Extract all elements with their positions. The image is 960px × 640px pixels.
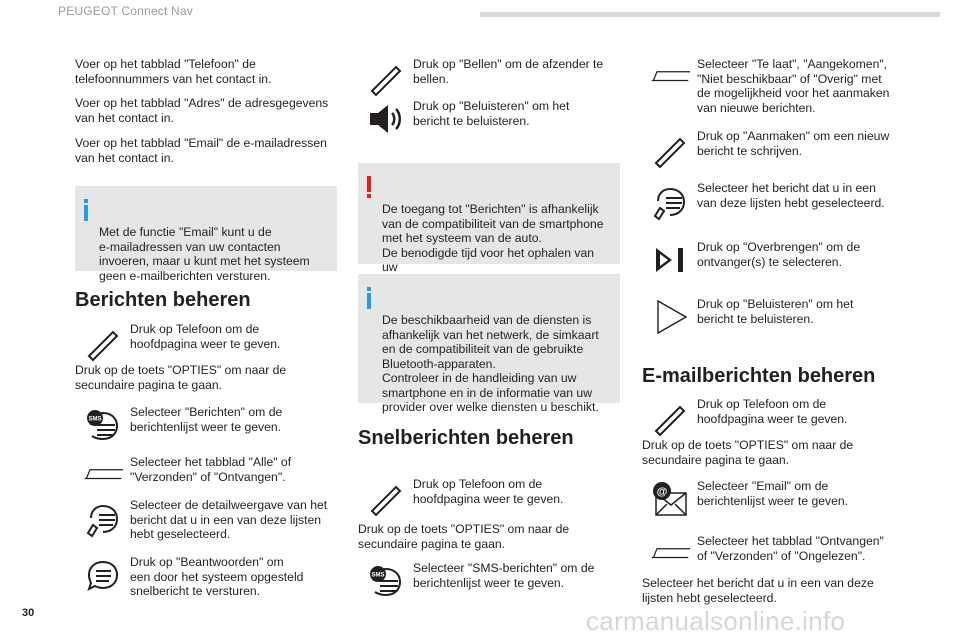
email-icon xyxy=(650,479,690,519)
info-icon xyxy=(84,199,88,221)
heading-berichten-beheren: Berichten beheren xyxy=(75,289,251,311)
header-title: PEUGEOT Connect Nav xyxy=(58,4,193,18)
paragraph-email-tab: Voer op het tabblad "Email" de e-mailadressen van het contact in. xyxy=(75,136,327,165)
warning-text: De toegang tot "Berichten" is afhankelijk van de compatibiliteit van de smartphone met het systeem van de auto. De benodigde tijd voor het ophalen van uw xyxy=(382,202,604,274)
paragraph-opties: Druk op de toets "OPTIES" om naar de secundaire pagina te gaan. xyxy=(642,438,854,467)
info-box-diensten xyxy=(358,274,620,414)
heading-emailberichten-beheren: E-mailberichten beheren xyxy=(642,365,876,387)
step-text: Selecteer "Te laat", "Aangekomen", "Niet beschikbaar" of "Overig" met de mogelijkheid voor het aanmaken van nieuwe berichten. xyxy=(697,57,890,115)
sms-icon-label: SMS xyxy=(88,416,102,423)
step-text: Druk op Telefoon om de hoofdpagina weer te geven. xyxy=(413,477,564,506)
paragraph-opties: Druk op de toets "OPTIES" om naar de secundaire pagina te gaan. xyxy=(358,522,570,551)
step-text: Druk op "Beluisteren" om het bericht te beluisteren. xyxy=(413,99,570,128)
step-text: Druk op Telefoon om de hoofdpagina weer te geven. xyxy=(130,322,281,351)
paragraph-telefoon-tab: Voer op het tabblad "Telefoon" de telefoonnummers van het contact in. xyxy=(75,57,272,86)
step-text: Selecteer het bericht dat u in een van deze lijsten hebt geselecteerd. xyxy=(697,181,885,210)
pencil-icon xyxy=(366,57,406,97)
reply-list-icon xyxy=(83,555,123,595)
step-text: Druk op "Overbrengen" om de ontvanger(s) te selecteren. xyxy=(697,240,861,269)
pencil-icon xyxy=(83,322,123,362)
step-text: Druk op "Beluisteren" om het bericht te beluisteren. xyxy=(697,297,854,326)
detail-list-icon xyxy=(650,181,690,221)
heading-snelberichten-beheren: Snelberichten beheren xyxy=(358,427,574,449)
svg-text:@: @ xyxy=(656,486,668,498)
paragraph-selecteer-bericht: Selecteer het bericht dat u in een van deze lijsten hebt geselecteerd. xyxy=(642,576,874,605)
forward-icon xyxy=(650,240,690,280)
step-text: Druk op Telefoon om de hoofdpagina weer te geven. xyxy=(697,397,848,426)
warning-box-berichten xyxy=(358,163,620,274)
step-text: Druk op "Beantwoorden" om een door het systeem opgesteld snelbericht te versturen. xyxy=(130,555,304,598)
step-text: Selecteer de detailweergave van het bericht dat u in een van deze lijsten hebt geselecteerd. xyxy=(130,498,328,541)
paragraph-adres-tab: Voer op het tabblad "Adres" de adresgegevens van het contact in. xyxy=(75,96,329,125)
page-number: 30 xyxy=(22,607,35,619)
step-text: Druk op "Bellen" om de afzender te bellen. xyxy=(413,57,604,86)
detail-list-icon xyxy=(83,498,123,538)
sms-list-icon xyxy=(83,405,123,445)
play-icon xyxy=(650,297,690,337)
pencil-icon xyxy=(650,129,690,169)
watermark: carmanualsonline.info xyxy=(586,606,846,636)
step-text: Selecteer het tabblad "Alle" of "Verzonden" of "Ontvangen". xyxy=(130,455,292,484)
pencil-icon xyxy=(366,477,406,517)
step-text: Selecteer het tabblad "Ontvangen" of "Verzonden" of "Ongelezen". xyxy=(697,534,884,563)
info-box-email xyxy=(75,186,337,283)
info-text: De beschikbaarheid van de diensten is afhankelijk van het netwerk, de simkaart en de compatibiliteit van de gebruikte Bluetooth-apparaten. Controleer in de handleiding van uw smartphone en in de informatie van uw provider over welke diensten u beschikt. xyxy=(382,313,599,414)
header-bar xyxy=(480,12,940,17)
tab-icon xyxy=(83,455,123,495)
step-text: Selecteer "Email" om de berichtenlijst weer te geven. xyxy=(697,479,849,508)
sms-list-icon xyxy=(366,561,406,601)
warning-icon xyxy=(367,176,371,198)
step-text: Selecteer "SMS-berichten" om de berichtenlijst weer te geven. xyxy=(413,561,595,590)
info-text: Met de functie "Email" kunt u de e-mailadressen van uw contacten invoeren, maar u kunt met het systeem geen e-mailberichten versturen. xyxy=(99,225,310,283)
paragraph-opties: Druk op de toets "OPTIES" om naar de secundaire pagina te gaan. xyxy=(75,363,287,392)
sms-icon-label: SMS xyxy=(371,572,385,579)
info-icon xyxy=(367,287,371,309)
speaker-icon xyxy=(366,99,406,139)
tab-icon xyxy=(650,57,690,97)
pencil-icon xyxy=(650,397,690,437)
step-text: Druk op "Aanmaken" om een nieuw bericht te schrijven. xyxy=(697,129,890,158)
tab-icon xyxy=(650,534,690,574)
step-text: Selecteer "Berichten" om de berichtenlijst weer te geven. xyxy=(130,405,283,434)
